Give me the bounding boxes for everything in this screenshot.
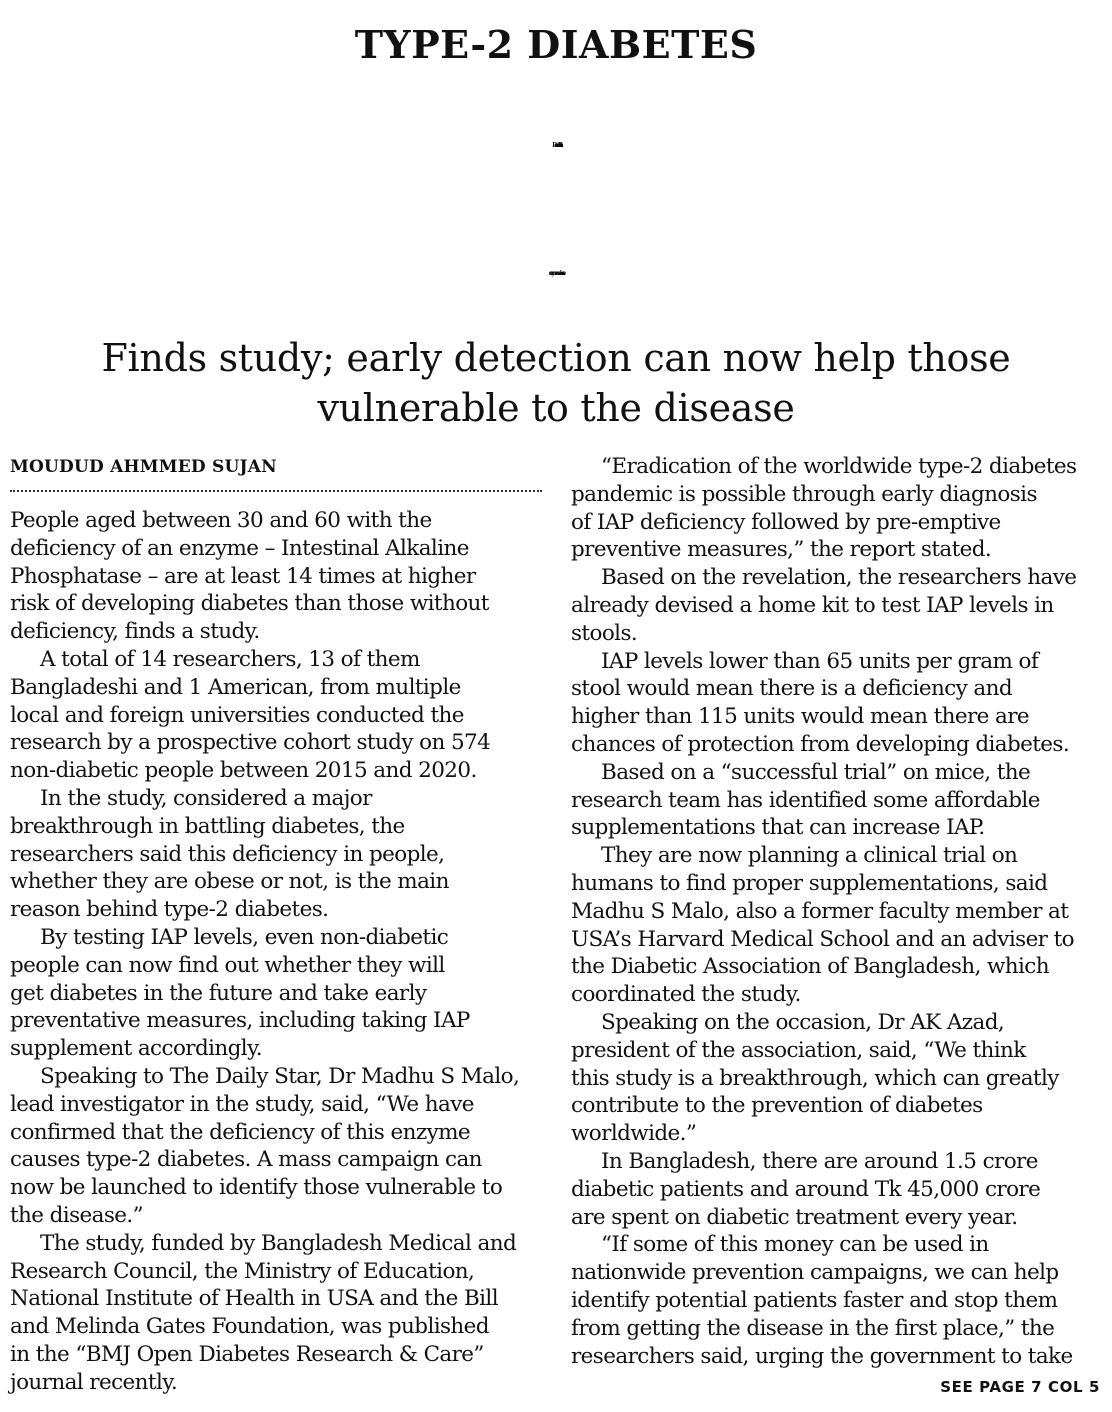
text-line: “If some of this money can be used in	[601, 1232, 989, 1258]
text-line: the disease.”	[10, 1202, 144, 1228]
text-line: deficiency, finds a study.	[10, 619, 260, 645]
text-line: researchers said, urging the government to take	[571, 1343, 1073, 1369]
text-line: president of the association, said, “We think	[571, 1037, 1026, 1063]
text-line: USA’s Harvard Medical School and an adviser to	[571, 926, 1074, 952]
text-line: higher than 115 units would mean there are	[571, 704, 1030, 730]
article-column-2	[571, 453, 1107, 1370]
text-line: IAP levels lower than 65 units per gram of	[601, 648, 1039, 674]
text-line: people can now find out whether they will	[10, 952, 445, 978]
subheadline	[20, 333, 1092, 433]
text-line: stool would mean there is a deficiency and	[571, 676, 1013, 702]
text-line: “Eradication of the worldwide type-2 diabetes	[601, 454, 1077, 479]
text-line: supplement accordingly.	[10, 1036, 263, 1062]
text-line: By testing IAP levels, even non-diabetic	[40, 924, 449, 950]
text-line: confirmed that the deficiency of this enzyme	[10, 1119, 471, 1145]
text-line: already devised a home kit to test IAP levels in	[571, 592, 1054, 618]
text-line: Speaking to The Daily Star, Dr Madhu S Malo,	[40, 1063, 520, 1089]
article-column-1	[10, 507, 550, 1397]
text-line: and Melinda Gates Foundation, was published	[10, 1314, 489, 1340]
text-line: Bangladeshi and 1 American, from multiple	[10, 674, 461, 700]
text-line: get diabetes in the future and take early	[10, 980, 427, 1006]
text-line: local and foreign universities conducted the	[10, 702, 464, 728]
text-line: identify potential patients faster and stop them	[571, 1287, 1058, 1313]
byline: MOUDUD AHMMED SUJAN	[10, 457, 277, 477]
text-line: A total of 14 researchers, 13 of them	[40, 646, 420, 672]
text-line: diabetic patients and around Tk 45,000 crore	[571, 1176, 1041, 1202]
text-line: worldwide.”	[571, 1121, 697, 1147]
text-line: journal recently.	[10, 1369, 178, 1395]
continuation-jump: SEE PAGE 7 COL 5	[940, 1378, 1100, 1396]
text-line: reason behind type-2 diabetes.	[10, 897, 329, 923]
subheadline-line-1: Finds study; early detection can now help those	[101, 336, 1011, 380]
text-line: non-diabetic people between 2015 and 2020.	[10, 758, 477, 784]
text-line: from getting the disease in the first place,” the	[571, 1315, 1055, 1341]
text-line: Based on the revelation, the researchers have	[601, 565, 1077, 591]
text-line: research by a prospective cohort study on 574	[10, 730, 491, 756]
text-line: whether they are obese or not, is the main	[10, 869, 449, 895]
text-line: They are now planning a clinical trial on	[601, 843, 1018, 869]
text-line: stools.	[571, 620, 638, 646]
text-line: causes type-2 diabetes. A mass campaign can	[10, 1147, 482, 1173]
headline	[0, 82, 1112, 338]
text-line: the Diabetic Association of Bangladesh, which	[571, 954, 1049, 980]
text-line: pandemic is possible through early diagnosis	[571, 481, 1037, 507]
text-line: coordinated the study.	[571, 982, 801, 1008]
byline-divider	[10, 490, 542, 492]
text-line: Based on a “successful trial” on mice, the	[601, 759, 1031, 785]
text-line: deficiency of an enzyme – Intestinal Alkaline	[10, 535, 469, 561]
headline-line-1: Decrease in intestinal	[552, 142, 560, 149]
text-line: preventive measures,” the report stated.	[571, 537, 992, 563]
headline-line-2: enzyme main cause	[548, 270, 564, 277]
text-line: breakthrough in battling diabetes, the	[10, 813, 405, 839]
text-line: now be launched to identify those vulnerable to	[10, 1175, 503, 1201]
text-line: are spent on diabetic treatment every year.	[571, 1204, 1018, 1230]
text-line: Speaking on the occasion, Dr AK Azad,	[601, 1009, 1005, 1035]
text-line: Phosphatase – are at least 14 times at higher	[10, 563, 476, 589]
subheadline-line-2: vulnerable to the disease	[317, 386, 795, 430]
text-line: National Institute of Health in USA and the Bill	[10, 1286, 498, 1312]
text-line: nationwide prevention campaigns, we can help	[571, 1260, 1059, 1286]
text-line: research team has identified some affordable	[571, 787, 1040, 813]
text-line: In the study, considered a major	[40, 785, 372, 811]
text-line: of IAP deficiency followed by pre-emptive	[571, 509, 1001, 535]
text-line: lead investigator in the study, said, “We have	[10, 1091, 474, 1117]
text-line: risk of developing diabetes than those without	[10, 591, 489, 617]
text-line: chances of protection from developing diabetes.	[571, 731, 1070, 757]
text-line: Madhu S Malo, also a former faculty member at	[571, 898, 1069, 924]
text-line: The study, funded by Bangladesh Medical and	[40, 1230, 517, 1256]
text-line: humans to find proper supplementations, said	[571, 870, 1048, 896]
text-line: Research Council, the Ministry of Education,	[10, 1258, 475, 1284]
text-line: contribute to the prevention of diabetes	[571, 1093, 983, 1119]
text-line: researchers said this deficiency in people,	[10, 841, 445, 867]
text-line: preventative measures, including taking IAP	[10, 1008, 470, 1034]
text-line: this study is a breakthrough, which can greatly	[571, 1065, 1059, 1091]
kicker: TYPE-2 DIABETES	[354, 22, 758, 67]
text-line: People aged between 30 and 60 with the	[10, 508, 432, 533]
text-line: supplementations that can increase IAP.	[571, 815, 985, 841]
text-line: in the “BMJ Open Diabetes Research & Care”	[10, 1341, 484, 1367]
text-line: In Bangladesh, there are around 1.5 crore	[601, 1148, 1038, 1174]
